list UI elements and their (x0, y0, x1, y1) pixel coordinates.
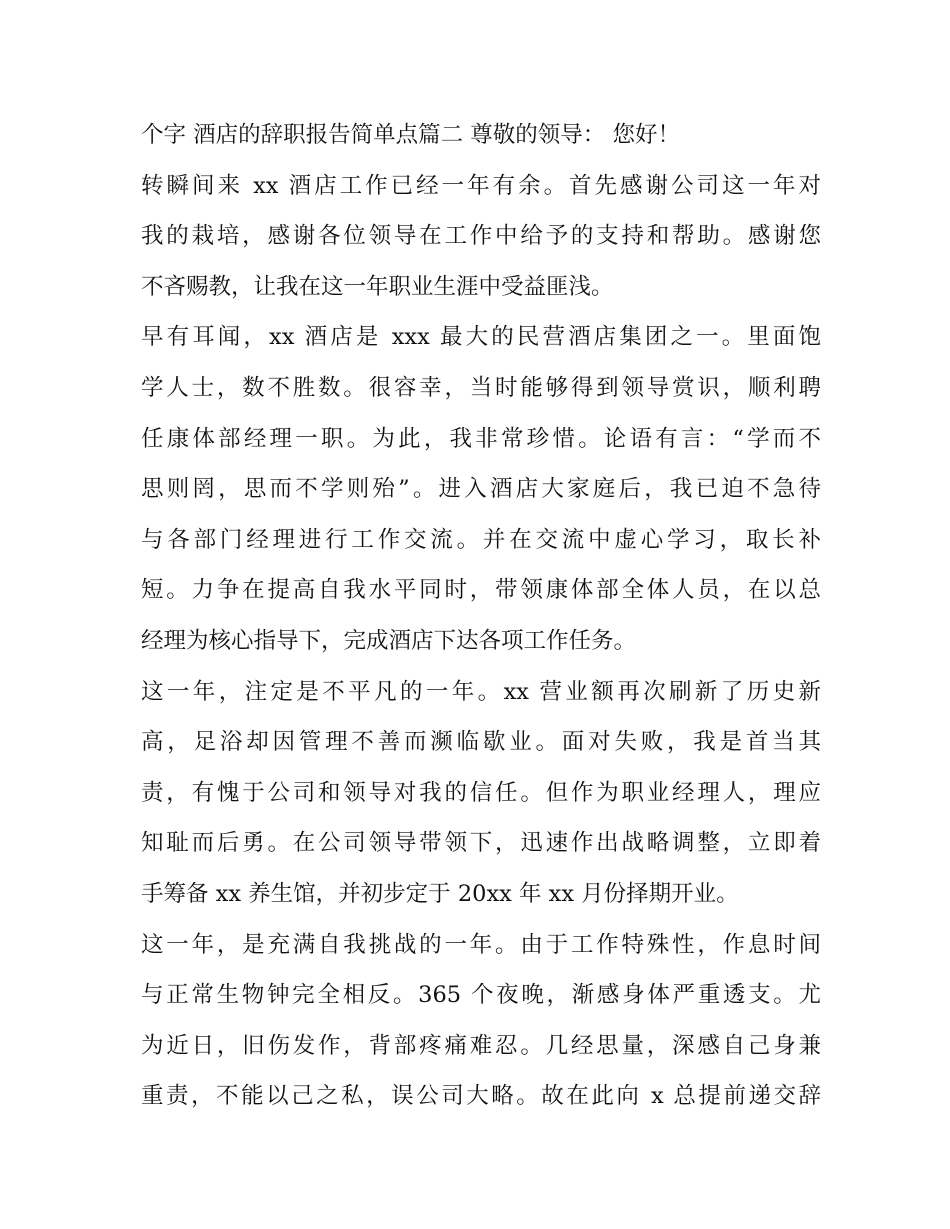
text-line: 重责，不能以己之私，误公司大略。故在此向 x 总提前递交辞 (141, 1083, 821, 1110)
text-line: 思则罔，思而不学则殆”。进入酒店大家庭后，我已迫不急待 (141, 476, 821, 503)
text-line: 手筹备 xx 养生馆，并初步定于 20xx 年 xx 月份择期开业。 (141, 880, 739, 907)
text-line: 个字 酒店的辞职报告简单点篇二 尊敬的领导： 您好！ (141, 122, 680, 148)
text-line: 知耻而后勇。在公司领导带领下，迅速作出战略调整，立即着 (141, 830, 821, 857)
text-line: 不吝赐教，让我在这一年职业生涯中受益匪浅。 (141, 273, 614, 300)
document-body (141, 110, 821, 1122)
text-line: 这一年，注定是不平凡的一年。xx 营业额再次刷新了历史新 (141, 678, 821, 705)
text-line: 为近日，旧伤发作，背部疼痛难忍。几经思量，深感自己身兼 (141, 1032, 821, 1059)
text-line: 任康体部经理一职。为此，我非常珍惜。论语有言：“学而不 (141, 425, 821, 452)
text-line: 这一年，是充满自我挑战的一年。由于工作特殊性，作息时间 (141, 931, 821, 958)
text-line: 高，足浴却因管理不善而濒临歇业。面对失败，我是首当其 (141, 729, 821, 756)
text-line: 短。力争在提高自我水平同时，带领康体部全体人员，在以总 (141, 577, 821, 604)
text-line: 与正常生物钟完全相反。365 个夜晚，渐感身体严重透支。尤 (141, 982, 821, 1009)
text-line: 与各部门经理进行工作交流。并在交流中虚心学习，取长补 (141, 526, 821, 553)
text-line: 转瞬间来 xx 酒店工作已经一年有余。首先感谢公司这一年对 (141, 172, 821, 199)
text-line: 学人士，数不胜数。很容幸，当时能够得到领导赏识，顺利聘 (141, 374, 821, 401)
text-line: 我的栽培，感谢各位领导在工作中给予的支持和帮助。感谢您 (141, 223, 821, 250)
text-line: 经理为核心指导下，完成酒店下达各项工作任务。 (141, 627, 637, 654)
text-line: 责，有愧于公司和领导对我的信任。但作为职业经理人，理应 (141, 779, 821, 806)
text-line: 早有耳闻，xx 酒店是 xxx 最大的民营酒店集团之一。里面饱 (141, 324, 821, 351)
